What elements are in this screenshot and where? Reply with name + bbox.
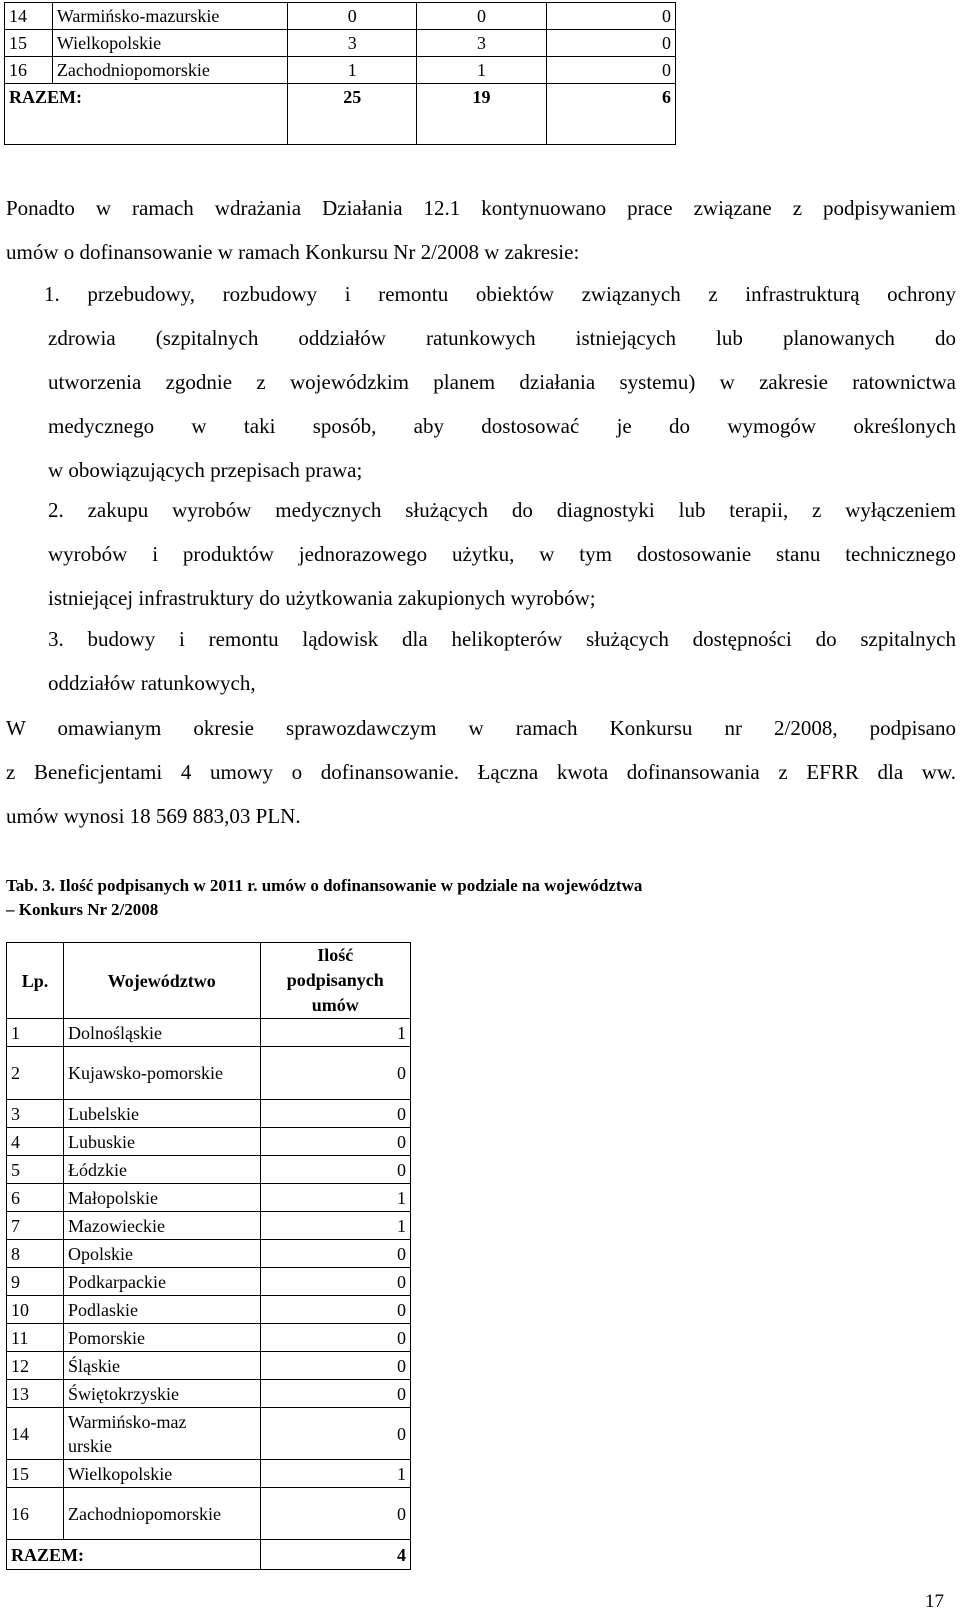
list-line: utworzenia zgodnie z wojewódzkim planem działania systemu) w zakresie ratownictwa	[48, 370, 956, 394]
list-line: w obowiązujących przepisach prawa;	[48, 458, 363, 482]
header-name: Województwo	[64, 943, 261, 1019]
list-line: 1. przebudowy, rozbudowy i remontu obiektów związanych z infrastrukturą ochrony	[44, 282, 956, 306]
table-row	[5, 30, 676, 57]
table-row	[7, 1240, 411, 1268]
table-row	[7, 1408, 411, 1460]
row-value: 0	[260, 1352, 410, 1380]
table-row	[5, 57, 676, 84]
summary-line: z Beneficjentami 4 umowy o dofinansowanie. Łączna kwota dofinansowania z EFRR dla ww.	[6, 760, 956, 784]
list-line: zdrowia (szpitalnych oddziałów ratunkowych istniejących lub planowanych do	[48, 326, 956, 350]
table-caption	[6, 874, 642, 922]
table-row	[7, 1047, 411, 1100]
total-row	[7, 1540, 411, 1570]
table-row	[7, 1380, 411, 1408]
header-count-line: Ilość	[317, 945, 354, 965]
row-a: 1	[288, 57, 417, 84]
row-name: Opolskie	[64, 1240, 261, 1268]
row-value: 0	[260, 1240, 410, 1268]
row-lp: 9	[7, 1268, 64, 1296]
row-lp: 7	[7, 1212, 64, 1240]
spacer-cell	[5, 111, 288, 145]
total-value: 4	[260, 1540, 410, 1570]
row-lp: 16	[7, 1488, 64, 1540]
row-value: 1	[260, 1019, 410, 1047]
row-lp: 14	[5, 3, 53, 30]
header-lp: Lp.	[7, 943, 64, 1019]
row-name: Warmińsko-mazurskie	[52, 3, 287, 30]
row-lp: 3	[7, 1100, 64, 1128]
row-lp: 5	[7, 1156, 64, 1184]
row-lp: 8	[7, 1240, 64, 1268]
table-row	[7, 1296, 411, 1324]
total-label: RAZEM:	[7, 1540, 261, 1570]
row-name: Wielkopolskie	[52, 30, 287, 57]
row-value: 0	[260, 1156, 410, 1184]
row-name: Łódzkie	[64, 1156, 261, 1184]
table-row	[7, 1212, 411, 1240]
row-value: 1	[260, 1184, 410, 1212]
summary-paragraph	[6, 706, 956, 838]
row-lp: 2	[7, 1047, 64, 1100]
row-b: 3	[417, 30, 546, 57]
row-value: 0	[260, 1100, 410, 1128]
list-line: wyrobów i produktów jednorazowego użytku, w tym dostosowanie stanu technicznego	[48, 542, 956, 566]
row-value: 0	[260, 1296, 410, 1324]
row-name: Pomorskie	[64, 1324, 261, 1352]
list-line: oddziałów ratunkowych,	[48, 671, 256, 695]
row-name	[64, 1408, 261, 1460]
table-row	[5, 3, 676, 30]
row-value: 0	[260, 1128, 410, 1156]
intro-paragraph	[6, 186, 956, 274]
header-count-line: umów	[311, 995, 359, 1015]
table-row	[7, 1324, 411, 1352]
row-value: 1	[260, 1460, 410, 1488]
row-name: Świętokrzyskie	[64, 1380, 261, 1408]
row-name-text: Warmińsko-mazurskie	[68, 1411, 187, 1456]
row-c: 0	[546, 57, 675, 84]
caption-line: Tab. 3. Ilość podpisanych w 2011 r. umów o dofinansowanie w podziale na województwa	[6, 876, 643, 895]
row-name: Zachodniopomorskie	[52, 57, 287, 84]
row-name: Śląskie	[64, 1352, 261, 1380]
list-item-3	[48, 617, 956, 705]
header-row	[7, 943, 411, 1019]
table-row	[7, 1460, 411, 1488]
page-number: 17	[925, 1591, 944, 1612]
list-line: 2. zakupu wyrobów medycznych służących do diagnostyki lub terapii, z wyłączeniem	[48, 498, 956, 522]
table-row	[7, 1100, 411, 1128]
row-lp: 11	[7, 1324, 64, 1352]
spacer-cell	[288, 111, 417, 145]
row-name: Mazowieckie	[64, 1212, 261, 1240]
total-row	[5, 84, 676, 111]
contracts-by-voivodeship-table	[6, 942, 411, 1570]
row-lp: 4	[7, 1128, 64, 1156]
row-b: 0	[417, 3, 546, 30]
total-c: 6	[546, 84, 675, 111]
row-lp: 6	[7, 1184, 64, 1212]
list-line: 3. budowy i remontu lądowisk dla helikopterów służących dostępności do szpitalnych	[48, 627, 956, 651]
summary-line: W omawianym okresie sprawozdawczym w ramach Konkursu nr 2/2008, podpisano	[6, 716, 956, 740]
table-row	[7, 1184, 411, 1212]
row-lp: 12	[7, 1352, 64, 1380]
row-a: 0	[288, 3, 417, 30]
table-row	[7, 1268, 411, 1296]
row-lp: 15	[5, 30, 53, 57]
row-name: Dolnośląskie	[64, 1019, 261, 1047]
row-value: 0	[260, 1047, 410, 1100]
row-value: 0	[260, 1324, 410, 1352]
list-item-1	[44, 272, 956, 492]
total-b: 19	[417, 84, 546, 111]
row-lp: 10	[7, 1296, 64, 1324]
row-b: 1	[417, 57, 546, 84]
row-value: 0	[260, 1268, 410, 1296]
table-row	[7, 1352, 411, 1380]
row-value: 1	[260, 1212, 410, 1240]
header-count	[260, 943, 410, 1019]
list-line: istniejącej infrastruktury do użytkowania zakupionych wyrobów;	[48, 586, 596, 610]
row-lp: 14	[7, 1408, 64, 1460]
list-line: medycznego w taki sposób, aby dostosować je do wymogów określonych	[48, 414, 956, 438]
row-lp: 1	[7, 1019, 64, 1047]
list-item-2	[48, 488, 956, 620]
spacer-cell	[417, 111, 546, 145]
row-name: Wielkopolskie	[64, 1460, 261, 1488]
table-row	[7, 1488, 411, 1540]
total-label: RAZEM:	[5, 84, 288, 111]
row-lp: 16	[5, 57, 53, 84]
summary-line: umów wynosi 18 569 883,03 PLN.	[6, 804, 301, 828]
intro-line: umów o dofinansowanie w ramach Konkursu Nr 2/2008 w zakresie:	[6, 240, 580, 264]
row-c: 0	[546, 3, 675, 30]
row-name: Podlaskie	[64, 1296, 261, 1324]
row-a: 3	[288, 30, 417, 57]
row-value: 0	[260, 1408, 410, 1460]
total-a: 25	[288, 84, 417, 111]
header-count-line: podpisanych	[286, 970, 384, 990]
row-c: 0	[546, 30, 675, 57]
intro-line: Ponadto w ramach wdrażania Działania 12.1 kontynuowano prace związane z podpisywaniem	[6, 196, 956, 220]
spacer-cell	[546, 111, 675, 145]
row-name: Zachodniopomorskie	[64, 1488, 261, 1540]
table-row	[7, 1156, 411, 1184]
row-value: 0	[260, 1380, 410, 1408]
table-row	[7, 1019, 411, 1047]
row-name: Podkarpackie	[64, 1268, 261, 1296]
row-lp: 13	[7, 1380, 64, 1408]
voivodeship-summary-table-continued	[4, 2, 676, 145]
table-row	[7, 1128, 411, 1156]
row-lp: 15	[7, 1460, 64, 1488]
row-value: 0	[260, 1488, 410, 1540]
row-name: Kujawsko-pomorskie	[64, 1047, 261, 1100]
row-name: Małopolskie	[64, 1184, 261, 1212]
spacer-row	[5, 111, 676, 145]
row-name: Lubuskie	[64, 1128, 261, 1156]
caption-line: – Konkurs Nr 2/2008	[6, 900, 159, 919]
row-name: Lubelskie	[64, 1100, 261, 1128]
